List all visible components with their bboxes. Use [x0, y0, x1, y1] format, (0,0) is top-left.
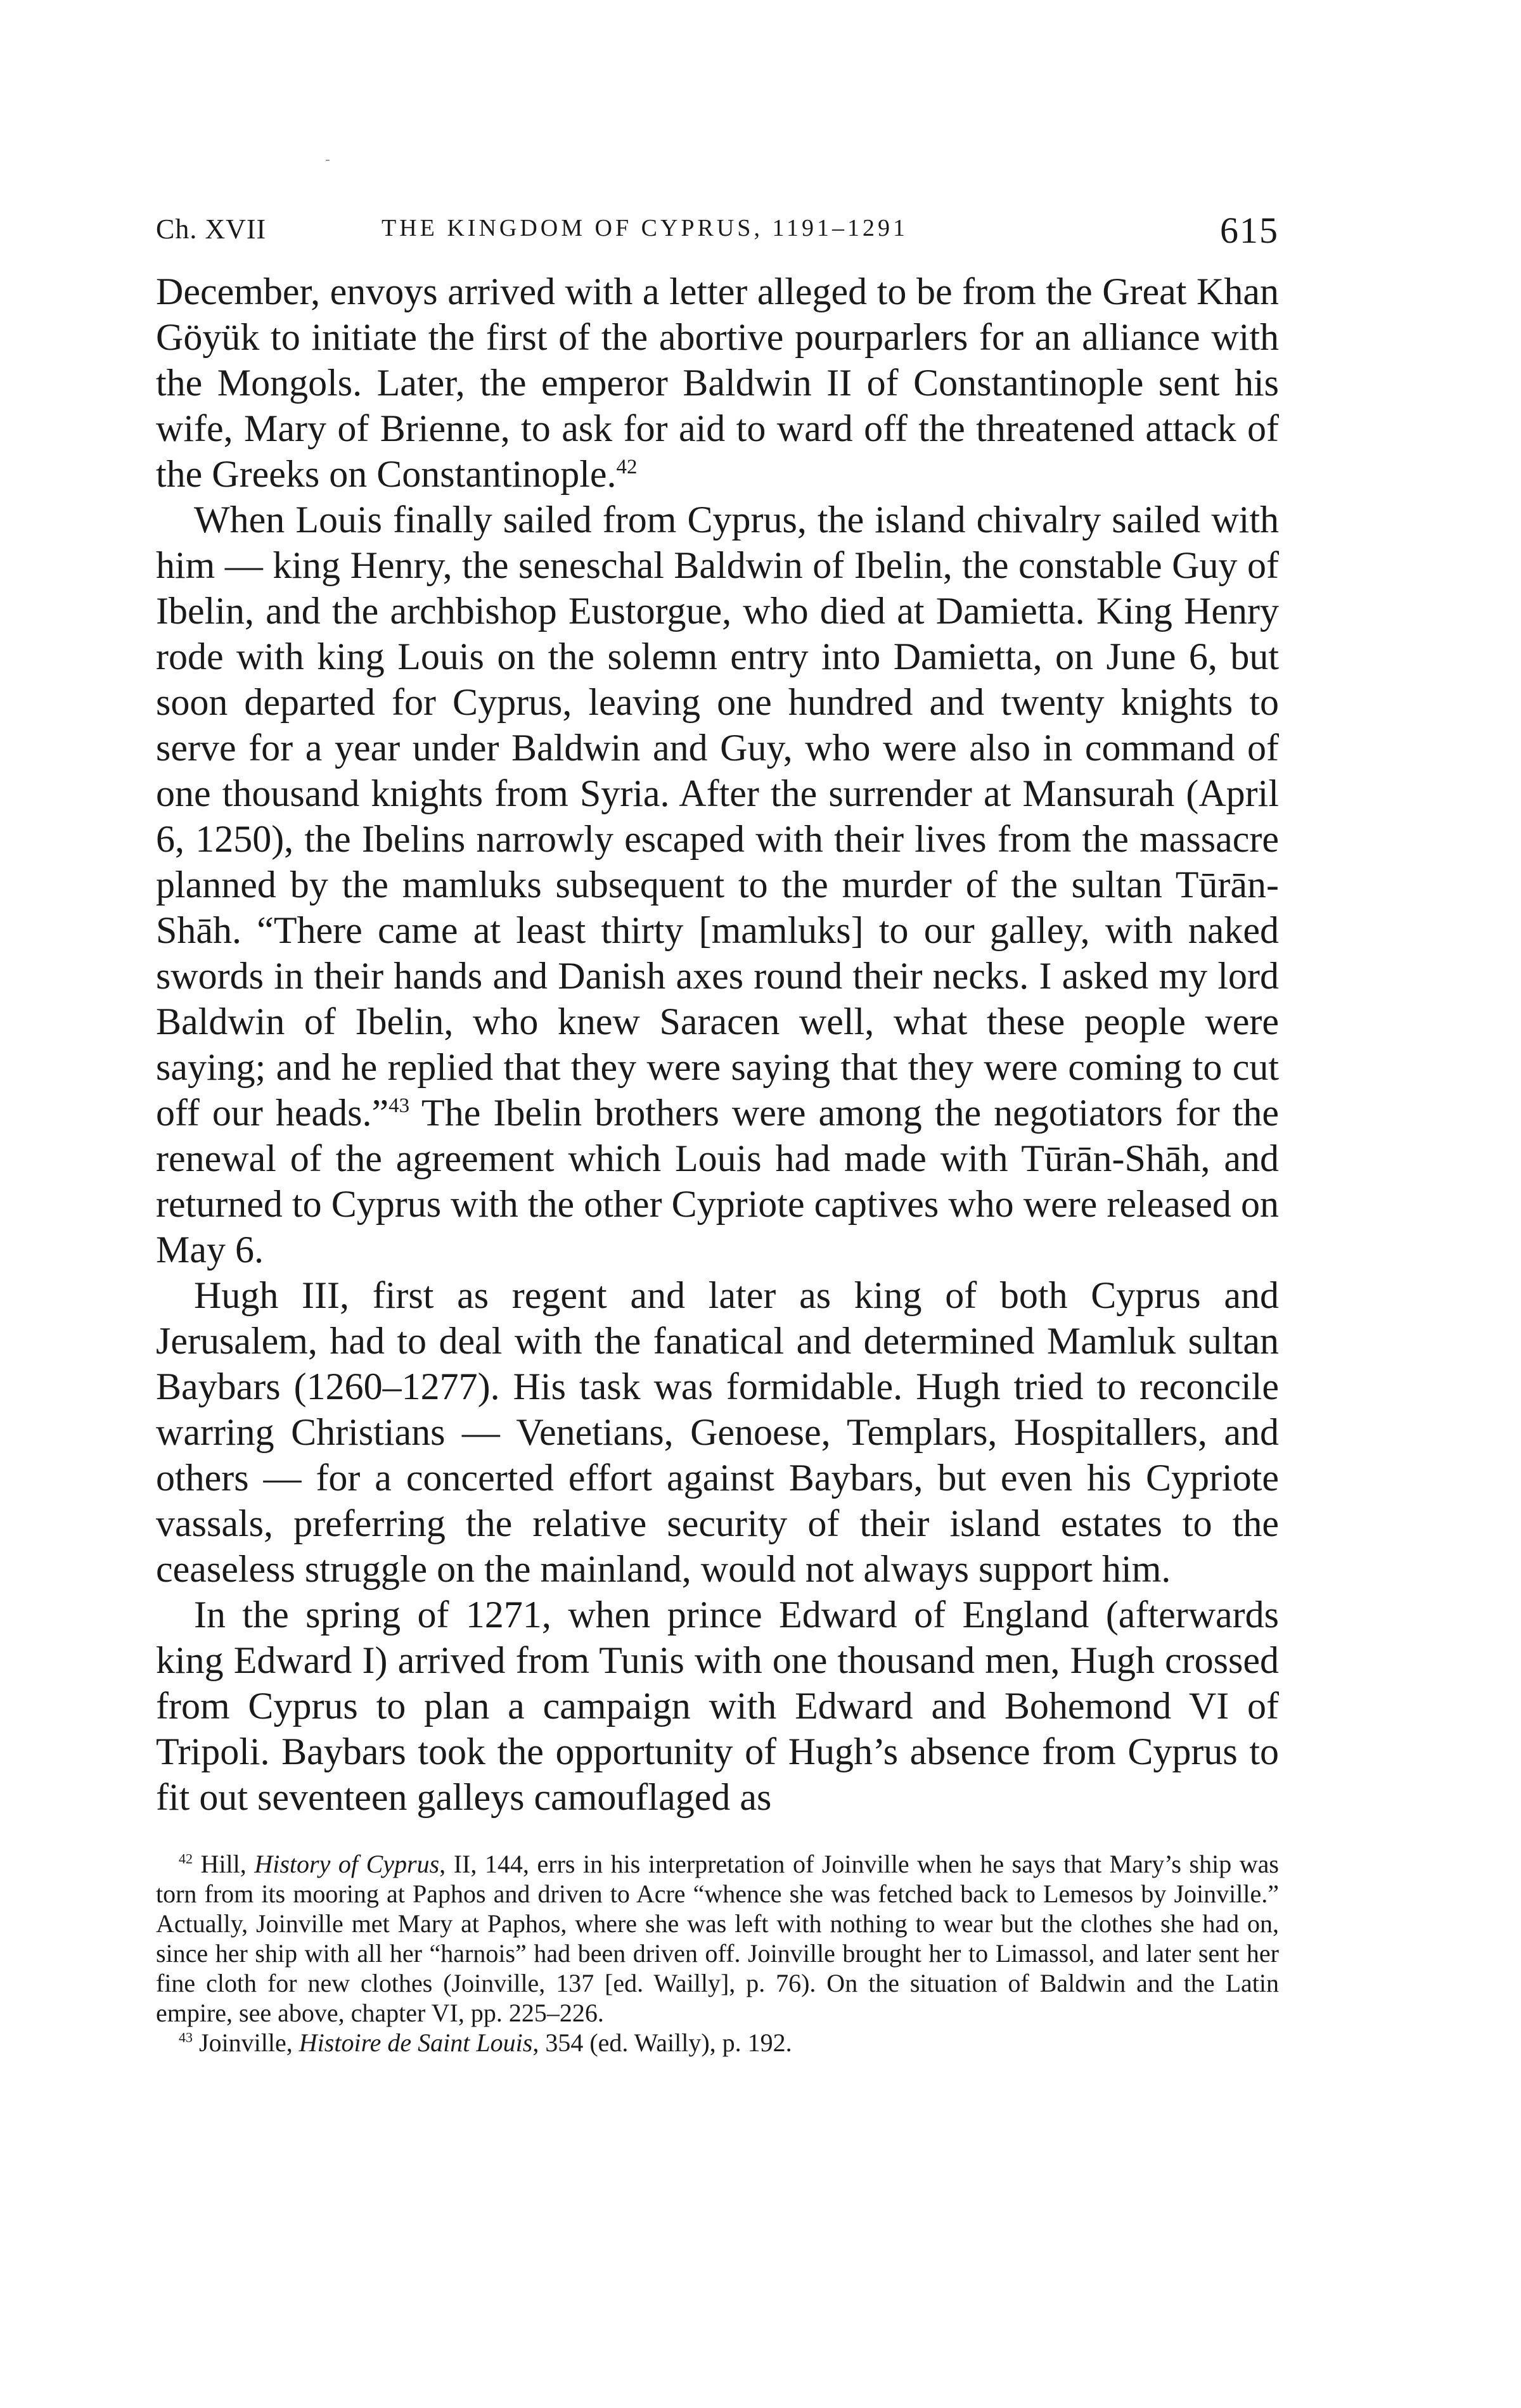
paragraph: [156, 269, 1279, 497]
footnote-ref: 42: [616, 456, 638, 478]
footnote-work-title: Histoire de Saint Louis: [298, 2028, 533, 2057]
page-number: 615: [1220, 210, 1279, 251]
paragraph-text: December, envoys arrived with a letter alleged to be from the Great Khan Göyük to initiate the first of the abortive pourparlers for an alliance with the Mongols. Later, the emperor Baldwin II of Constantinople sent his wife, Mary of Brienne, to ask for aid to ward off the threatened attack of the Greeks on Constantinople.: [156, 271, 1279, 495]
footnote-work-title: History of Cyprus: [254, 1850, 440, 1878]
paragraph-text: Hugh III, first as regent and later as king of both Cyprus and Jerusalem, had to deal with the fanatical and determined Mamluk sultan Baybars (1260–1277). His task was formidable. Hugh tried to reconcile warring Christians — Venetians, Genoese, Templars, Hospitallers, and others — for a concerted effort against Baybars, but even his Cypriote vassals, preferring the relative security of their island estates to the ceaseless struggle on the mainland, would not always support him.: [156, 1274, 1279, 1590]
footnote-number: 42: [179, 1850, 193, 1867]
footnote-text: Hill,: [193, 1850, 255, 1878]
running-head: [156, 209, 1279, 260]
paragraph-text: The Ibelin brothers were among the negotiators for the renewal of the agreement which Louis had made with Tūrān-Shāh, and returned to Cyprus with the other Cypriote captives who were released on May 6.: [156, 1092, 1279, 1271]
paragraph: [156, 1272, 1279, 1592]
footnote-ref: 43: [388, 1094, 410, 1117]
chapter-label: Ch. XVII: [156, 214, 267, 245]
footnote-42: [156, 1849, 1279, 2028]
footnote-text: , II, 144, errs in his interpretation of Joinville when he says that Mary’s ship was torn from its mooring at Paphos and driven to Acre “whence she was fetched back to Lemesos by Joinville.” Actually, Joinville met Mary at Paphos, where she was left with nothing to wear but the clothes she had on, since her ship with all her “harnois” had been driven off. Joinville brought her to Limassol, and later sent her fine cloth for new clothes (Joinville, 137 [ed. Wailly], p. 76). On the situation of Baldwin and the Latin empire, see above, chapter VI, pp. 225–226.: [156, 1850, 1279, 2027]
paragraph-text: In the spring of 1271, when prince Edward of England (afterwards king Edward I) arrived from Tunis with one thousand men, Hugh crossed from Cyprus to plan a campaign with Edward and Bohemond VI of Tripoli. Baybars took the opportunity of Hugh’s absence from Cyprus to fit out seventeen galleys camouflaged as: [156, 1594, 1279, 1818]
paper-speck: [326, 160, 330, 161]
paragraph-text: When Louis finally sailed from Cyprus, the island chivalry sailed with him — king Henry, the seneschal Baldwin of Ibelin, the constable Guy of Ibelin, and the archbishop Eustorgue, who died at Damietta. King Henry rode with king Louis on the solemn entry into Damietta, on June 6, but soon departed for Cyprus, leaving one hundred and twenty knights to serve for a year under Baldwin and Guy, who were also in command of one thousand knights from Syria. After the surrender at Mansurah (April 6, 1250), the Ibelins narrowly escaped with their lives from the massacre planned by the mamluks subsequent to the murder of the sultan Tūrān-Shāh. “There came at least thirty [mamluks] to our galley, with naked swords in their hands and Danish axes round their necks. I asked my lord Baldwin of Ibelin, who knew Saracen well, what these people were saying; and he replied that they were saying that they were coming to cut off our heads.”: [156, 499, 1279, 1134]
paragraph: [156, 497, 1279, 1272]
book-page: [156, 209, 1279, 2058]
footnote-text: Joinville,: [193, 2028, 299, 2057]
footnote-43: [156, 2028, 1279, 2058]
running-title: THE KINGDOM OF CYPRUS, 1191–1291: [382, 215, 909, 241]
footnotes: [156, 1849, 1279, 2058]
main-text: [156, 269, 1279, 1820]
paragraph: [156, 1592, 1279, 1820]
footnote-text: , 354 (ed. Wailly), p. 192.: [532, 2028, 792, 2057]
footnote-number: 43: [179, 2029, 193, 2046]
